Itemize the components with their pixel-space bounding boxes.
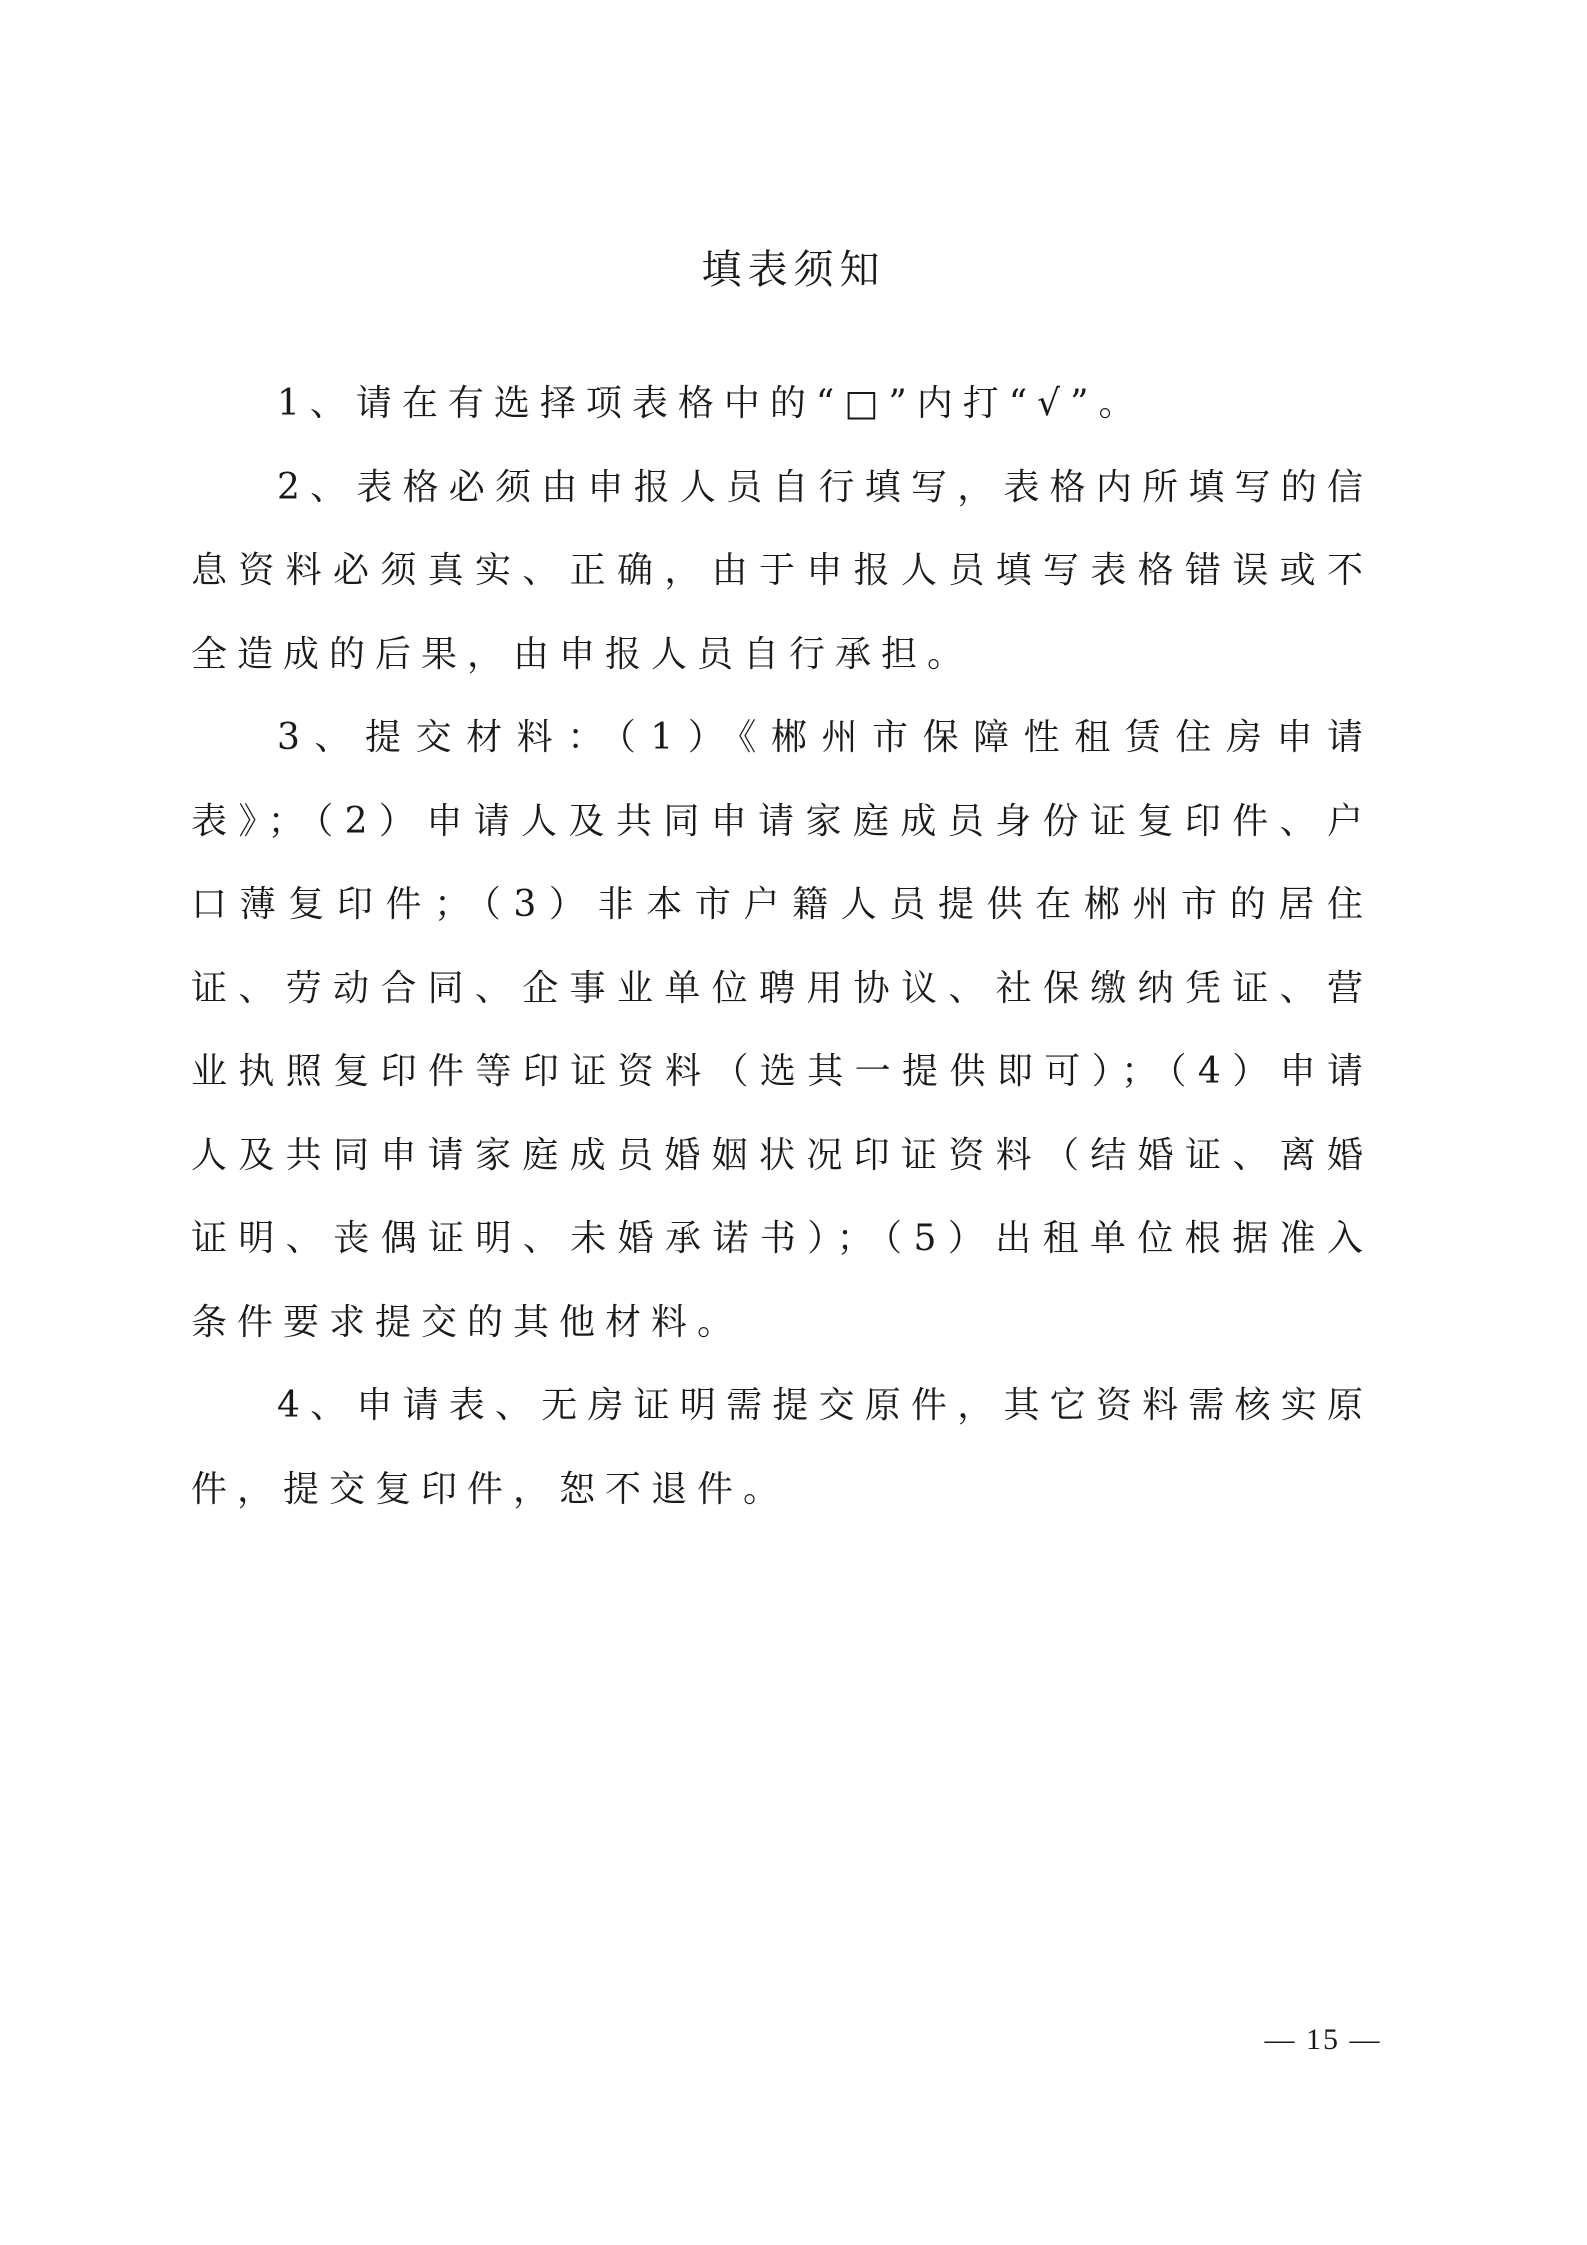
instruction-item-2: 2、表格必须由申报人员自行填写，表格内所填写的信息资料必须真实、正确，由于申报人员填写表格错误或不全造成的后果，由申报人员自行承担。	[191, 466, 1373, 675]
instruction-item-3: 3、提交材料：（1）《郴州市保障性租赁住房申请表》；（2）申请人及共同申请家庭成员身份证复印件、户口薄复印件；（3）非本市户籍人员提供在郴州市的居住证、劳动合同、企事业单位聘用协议、社保缴纳凭证、营业执照复印件等印证资料（选其一提供即可）；（4）申请人及共同申请家庭成员婚姻状况印证资料（结婚证、离婚证明、丧偶证明、未婚承诺书）；（5）出租单位根据准入条件要求提交的其他材料。	[191, 717, 1373, 1343]
instruction-item-1: 1、请在有选择项表格中的“□”内打“√”。	[277, 383, 1145, 424]
document-body	[191, 362, 1373, 1531]
page-number: — 15 —	[1264, 2023, 1382, 2056]
document-title: 填表须知	[701, 247, 886, 293]
instruction-item-4: 4、申请表、无房证明需提交原件，其它资料需核实原件，提交复印件，恕不退件。	[191, 1385, 1373, 1510]
